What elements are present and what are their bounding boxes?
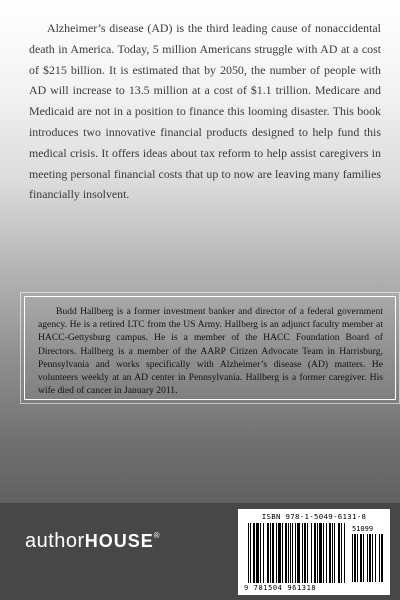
registered-mark: ® [153,531,161,540]
barcode-addon-bars [352,534,386,588]
isbn-digits: 9 781504 961318 [244,584,317,592]
barcode-addon-digits: 51099 [352,525,374,533]
barcode-bars [248,523,348,583]
publisher-logo [25,530,160,553]
author-bio: Budd Hallberg is a former investment banker and director of a federal government agency. He is a retired LTC from the US Army. Hallberg is an adjunct faculty member at HACC-Gettysburg campus. He is a member of the HACC Foundation Board of Directors. Hallberg is a member of the AARP Citizen Advocate Team in Harrisburg, Pennsylvania and works specifically with Alzheimer’s disease (AD) matters. He volunteers weekly at an AD center in Pennsylvania. Hallberg is a former caregiver. His wife died of cancer in January 2011. [38,306,383,397]
publisher-logo-lower: author [25,530,85,552]
book-blurb: Alzheimer’s disease (AD) is the third leading cause of nonaccidental death in America. Today, 5 million Americans struggle with AD at a cost of $215 billion. It is estimated that by 2050, the number of people with AD will increase to 13.5 million at a cost of $1.1 trillion. Medicare and Medicaid are not in a position to finance this looming disaster. This book introduces two innovative financial products designed to help fund this medical crisis. It offers ideas about tax reform to help assist caregivers in meeting personal financial costs that up to now are leaving many families financially insolvent. [29,21,381,202]
isbn-label: ISBN 978-1-5049-6131-8 [261,512,367,521]
isbn-barcode [238,509,390,595]
author-bio-frame [24,296,396,400]
publisher-logo-upper: HOUSE [84,531,154,551]
